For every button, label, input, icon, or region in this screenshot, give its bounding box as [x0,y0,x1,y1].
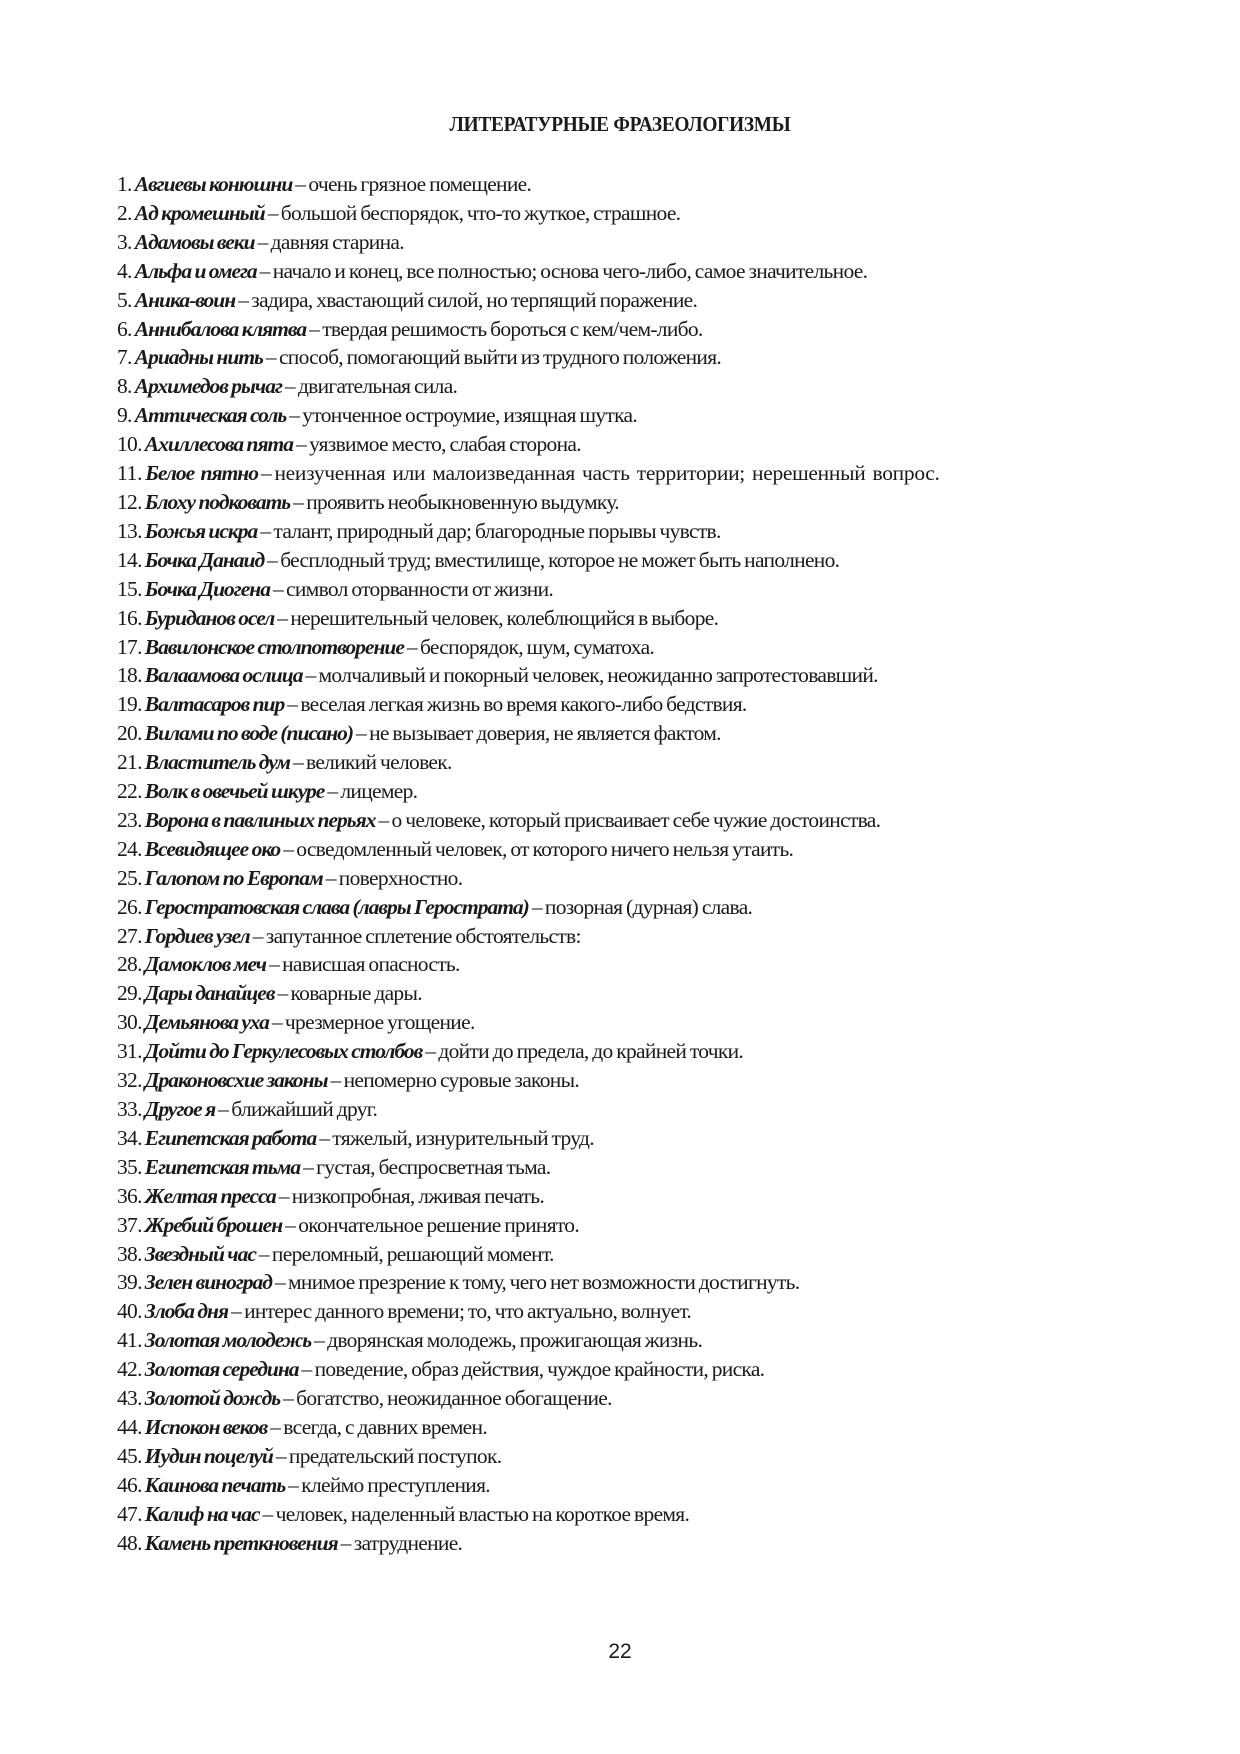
entry-dash: – [356,721,367,746]
entry-term: Буриданов осел [144,605,275,630]
list-item [117,835,1121,864]
entry-term: Золотая середина [144,1357,299,1382]
entry-dash: – [425,1039,436,1064]
entry-dash: – [274,1270,286,1295]
entry-term: Каинова печать [144,1472,286,1497]
entry-term: Испокон веков [144,1414,268,1439]
list-item [117,1211,1121,1240]
entry-number: 42. [117,1357,142,1382]
entry-number: 12. [117,489,142,514]
entry-dash: – [271,1010,282,1035]
entry-definition: интерес данного времени; то, что актуально, волнует. [244,1299,692,1324]
list-item [117,228,1121,257]
entry-definition: о человеке, который присваивает себе чужие достоинства. [391,807,881,832]
entry-term: Ад кромешный [134,200,265,225]
entry-term: Аннибалова клятва [134,316,307,341]
entry-term: Блоху подковать [144,489,291,514]
entry-dash: – [259,258,270,283]
entry-number: 14. [117,547,142,572]
entry-definition: дойти до предела, до крайней точки. [438,1039,744,1064]
entry-dash: – [309,316,320,341]
entry-number: 17. [117,634,142,659]
entry-dash: – [285,1212,296,1237]
list-item [117,315,1121,344]
entry-term: Желтая пресса [144,1183,276,1208]
entry-dash: – [287,692,298,717]
entry-definition: предательский поступок. [288,1443,502,1468]
entry-number: 26. [117,894,142,919]
list-item [117,661,1121,690]
entry-term: Другое я [144,1097,216,1121]
entry-definition: задира, хвастающий силой, но терпящий поражение. [251,287,698,312]
entry-definition: позорная (дурная) слава. [544,894,753,919]
entry-term: Ворона в павлиньих перьях [144,807,376,832]
list-item [117,170,1121,199]
entry-dash: – [296,432,307,457]
list-item [117,343,1121,372]
entry-term: Золотая молодежь [144,1328,312,1353]
entry-number: 25. [117,865,142,890]
entry-number: 15. [117,576,142,601]
entry-definition: проявить необыкновенную выдумку. [306,489,619,514]
entry-definition: молчаливый и покорный человек, неожиданно запротестовавший. [318,663,878,688]
entry-term: Ариадны нить [134,345,263,370]
entry-definition: беспорядок, шум, суматоха. [419,634,655,659]
entry-number: 4. [117,258,132,283]
entry-term: Египетская работа [144,1125,317,1150]
entry-definition: богатство, неожиданное обогащение. [296,1386,612,1411]
entry-definition: всегда, с давних времен. [283,1414,487,1439]
page-title: ЛИТЕРАТУРНЫЕ ФРАЗЕОЛОГИЗМЫ [449,112,791,136]
entry-dash: – [284,374,295,399]
entry-number: 37. [117,1212,142,1237]
list-item [117,719,1121,748]
list-item [117,1153,1121,1182]
entry-definition: большой беспорядок, что-то жуткое, страшное. [280,200,681,225]
entry-dash: – [258,1241,269,1266]
list-item [117,1124,1121,1153]
entry-number: 38. [117,1241,142,1266]
entry-number: 5. [117,287,132,312]
list-item [117,488,1121,517]
entry-term: Адамовы веки [134,229,255,254]
list-item [117,430,1121,459]
entry-number: 39. [117,1270,142,1295]
entry-number: 35. [117,1154,142,1179]
entry-term: Египетская тьма [144,1154,301,1179]
entry-definition: запутанное сплетение обстоятельств: [265,923,581,948]
list-item [117,604,1121,633]
entry-term: Авгиевы конюшни [134,172,293,196]
entry-term: Калиф на час [144,1501,260,1526]
entry-number: 6. [117,316,132,341]
entry-number: 45. [117,1443,142,1468]
entry-number: 40. [117,1299,142,1324]
entry-dash: – [238,287,249,312]
list-item [117,1037,1121,1066]
entry-definition: начало и конец, все полностью; основа чего-либо, самое значительное. [272,258,868,283]
entry-term: Альфа и омега [134,258,257,283]
entry-dash: – [277,981,288,1006]
entry-number: 11. [117,461,143,486]
entry-number: 23. [117,807,142,832]
entry-term: Божья искра [144,518,258,543]
entry-dash: – [262,1501,273,1526]
entry-definition: густая, беспросветная тьма. [316,1154,551,1179]
entry-number: 28. [117,952,142,977]
entry-definition: дворянская молодежь, прожигающая жизнь. [327,1328,703,1353]
entry-term: Иудин поцелуй [144,1443,273,1468]
entry-dash: – [272,576,284,601]
entry-term: Вавилонское столпотворение [144,634,404,659]
entry-dash: – [325,865,336,890]
entry-term: Ахиллесова пята [144,432,294,457]
entry-dash: – [260,518,271,543]
entry-number: 34. [117,1125,142,1150]
entry-term: Бочка Диогена [144,576,270,601]
list-item [117,1413,1121,1442]
list-item [117,1297,1121,1326]
entry-number: 43. [117,1386,142,1411]
list-item [117,950,1121,979]
entry-dash: – [270,1414,281,1439]
entry-term: Драконовсхие законы [144,1068,328,1093]
entry-definition: клеймо преступления. [301,1472,490,1497]
entry-term: Золотой дождь [144,1386,281,1411]
entry-definition: неизученная или малоизведанная часть территории; нерешенный вопрос. [274,461,940,486]
entry-definition: способ, помогающий выйти из трудного положения. [278,345,722,370]
list-item [117,777,1121,806]
list-item [117,1500,1121,1529]
list-item [117,199,1121,228]
entry-term: Зелен виноград [144,1270,272,1295]
entry-dash: – [303,1154,314,1179]
list-item [117,633,1121,662]
entry-definition: бесплодный труд; вместилище, которое не может быть наполнено. [280,547,840,572]
entry-dash: – [327,779,338,804]
list-item [117,893,1121,922]
entry-definition: коварные дары. [290,981,422,1006]
entry-number: 1. [117,172,132,196]
entry-definition: тяжелый, изнурительный труд. [332,1125,594,1150]
entry-number: 48. [117,1530,142,1555]
entry-dash: – [295,172,306,196]
entry-dash: – [406,634,417,659]
entry-dash: – [269,952,280,977]
entry-term: Злоба дня [144,1299,229,1324]
entry-number: 30. [117,1010,142,1035]
list-item [117,372,1121,401]
entry-definition: низкопробная, лживая печать. [291,1183,545,1208]
entry-number: 24. [117,836,142,861]
entry-dash: – [231,1299,242,1324]
list-item [117,1268,1121,1297]
entry-term: Волк в овечьей шкуре [144,779,325,804]
list-item [117,1240,1121,1269]
entry-definition: символ оторванности от жизни. [286,576,554,601]
entry-number: 19. [117,692,142,717]
entry-dash: – [252,923,263,948]
entry-dash: – [261,461,272,486]
entry-definition: лицемер. [340,779,418,804]
entry-number: 7. [117,345,132,370]
entry-dash: – [531,894,542,919]
list-item [117,1529,1121,1558]
entry-term: Жребий брошен [144,1212,283,1237]
entry-term: Валаамова ослица [144,663,303,688]
entry-dash: – [277,605,288,630]
entry-dash: – [340,1530,351,1555]
entry-term: Геростратовская слава (лавры Герострата) [144,894,529,919]
entry-dash: – [275,1443,286,1468]
list-item [117,459,1121,488]
entry-number: 47. [117,1501,142,1526]
entry-dash: – [288,1472,299,1497]
entry-number: 3. [117,229,132,254]
entry-number: 18. [117,663,142,688]
entry-term: Демьянова уха [144,1010,269,1035]
entry-number: 32. [117,1068,142,1093]
list-item [117,1471,1121,1500]
list-item [117,257,1121,286]
entry-term: Дары данайцев [144,981,275,1006]
list-item [117,979,1121,1008]
entry-dash: – [267,200,278,225]
entry-dash: – [305,663,316,688]
entry-dash: – [293,489,304,514]
entry-definition: осведомленный человек, от которого ничего нельзя утаить. [296,836,794,861]
entry-dash: – [314,1328,325,1353]
entry-term: Аника-воин [134,287,236,312]
entry-number: 20. [117,721,142,746]
entry-definition: человек, наделенный властью на короткое время. [275,1501,690,1526]
entry-dash: – [301,1357,312,1382]
entry-number: 10. [117,432,142,457]
entry-definition: поверхностно. [338,865,463,890]
list-item [117,748,1121,777]
entry-definition: талант, природный дар; благородные порывы чувств. [273,518,721,543]
entry-definition: уязвимое место, слабая сторона. [309,432,581,457]
entry-dash: – [257,229,268,254]
entry-definition: очень грязное помещение. [308,172,532,196]
entry-term: Звездный час [144,1241,256,1266]
entry-term: Властитель дум [144,750,290,775]
entry-term: Всевидящее око [144,836,281,861]
list-item [117,575,1121,604]
entry-definition: окончательное решение принято. [298,1212,580,1237]
entry-dash: – [289,403,300,428]
list-item [117,1355,1121,1384]
entry-definition: нерешительный человек, колеблющийся в выборе. [290,605,719,630]
entry-definition: поведение, образ действия, чуждое крайности, риска. [314,1357,765,1382]
list-item [117,1008,1121,1037]
entry-term: Камень преткновения [144,1530,338,1555]
entry-definition: мнимое презрение к тому, чего нет возможности достигнуть. [288,1270,800,1295]
entry-term: Дойти до Геркулесовых столбов [144,1039,423,1064]
list-item [117,922,1121,951]
entry-dash: – [283,1386,294,1411]
entry-number: 36. [117,1183,142,1208]
entry-number: 13. [117,518,142,543]
entry-definition: чрезмерное угощение. [284,1010,475,1035]
phraseology-list [117,170,1121,1558]
entry-definition: двигательная сила. [297,374,458,399]
entry-term: Вилами по воде (писано) [144,721,354,746]
entry-number: 44. [117,1414,142,1439]
list-item [117,1182,1121,1211]
entry-number: 16. [117,605,142,630]
entry-dash: – [378,807,389,832]
list-item [117,546,1121,575]
entry-dash: – [283,836,294,861]
entry-dash: – [330,1068,341,1093]
entry-dash: – [319,1125,330,1150]
list-item [117,1442,1121,1471]
entry-definition: ближайший друг. [231,1097,378,1121]
entry-dash: – [292,750,303,775]
list-item [117,864,1121,893]
entry-definition: не вызывает доверия, не является фактом. [369,721,721,746]
entry-number: 27. [117,923,142,948]
list-item [117,1326,1121,1355]
entry-number: 46. [117,1472,142,1497]
entry-dash: – [265,345,276,370]
entry-definition: затруднение. [353,1530,463,1555]
entry-number: 9. [117,403,132,428]
list-item [117,517,1121,546]
entry-definition: великий человек. [306,750,452,775]
entry-definition: непомерно суровые законы. [343,1068,579,1093]
entry-number: 33. [117,1097,142,1121]
entry-definition: твердая решимость бороться с кем/чем-либо. [322,316,703,341]
list-item [117,286,1121,315]
entry-dash: – [278,1183,289,1208]
entry-number: 22. [117,779,142,804]
list-item [117,1066,1121,1095]
entry-term: Архимедов рычаг [134,374,282,399]
list-item [117,401,1121,430]
entry-term: Валтасаров пир [144,692,285,717]
entry-term: Галопом по Европам [144,865,323,890]
page-number: 22 [608,1640,632,1663]
entry-number: 2. [117,200,132,225]
entry-term: Гордиев узел [144,923,250,948]
entry-definition: давняя старина. [270,229,404,254]
entry-number: 31. [117,1039,142,1064]
entry-number: 29. [117,981,142,1006]
entry-dash: – [267,547,278,572]
entry-definition: переломный, решающий момент. [271,1241,554,1266]
entry-term: Аттическая соль [134,403,287,428]
list-item [117,690,1121,719]
entry-term: Белое пятно [145,461,258,486]
entry-definition: нависшая опасность. [282,952,460,977]
entry-term: Бочка Данаид [144,547,265,572]
list-item [117,1095,1121,1124]
entry-number: 41. [117,1328,142,1353]
entry-dash: – [218,1097,229,1121]
list-item [117,1384,1121,1413]
entry-definition: веселая легкая жизнь во время какого-либо бедствия. [300,692,747,717]
entry-number: 8. [117,374,132,399]
entry-number: 21. [117,750,142,775]
entry-definition: утонченное остроумие, изящная шутка. [302,403,638,428]
list-item [117,806,1121,835]
entry-term: Дамоклов меч [144,952,267,977]
